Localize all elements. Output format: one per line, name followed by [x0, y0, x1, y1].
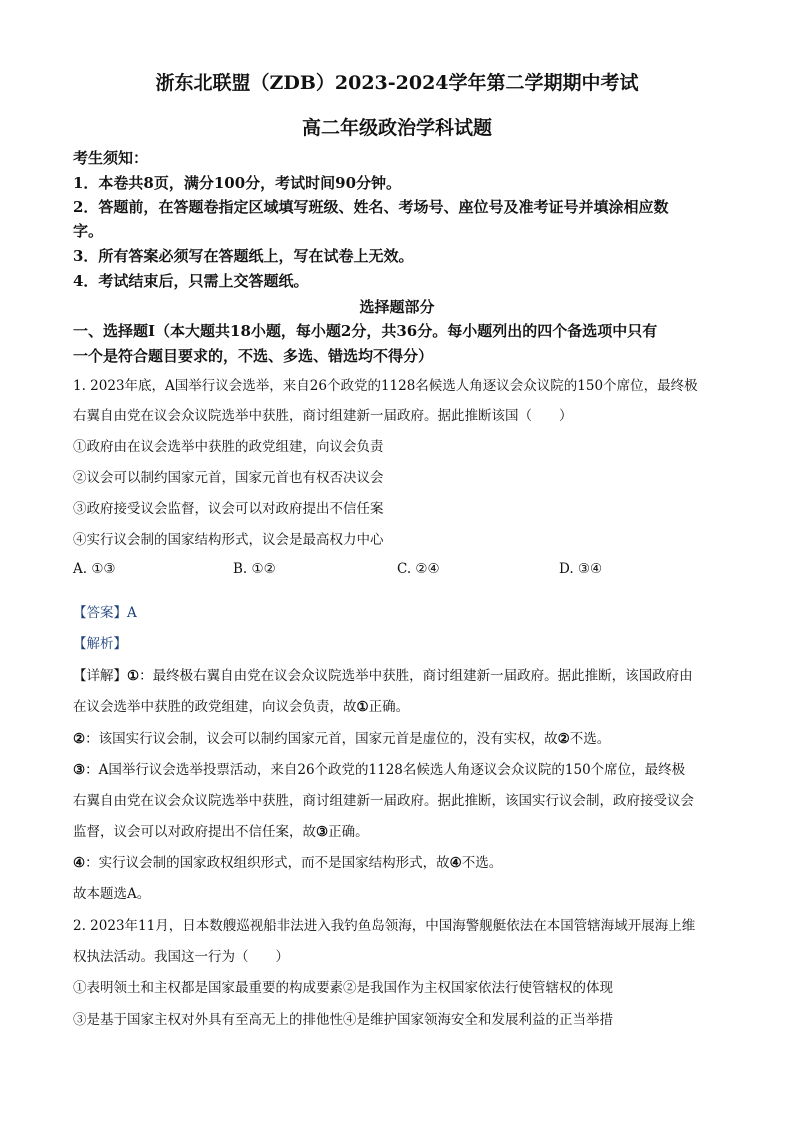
- analysis-text: 正确。: [368, 699, 410, 715]
- question-stem: 权执法活动。我国这一行为（ ）: [73, 949, 289, 965]
- analysis-text: 不选。: [569, 731, 611, 747]
- notice-item: 1．本卷共8页，满分100分，考试时间90分钟。: [73, 174, 402, 192]
- analysis-line: [73, 851, 502, 871]
- analysis-text: ：该国实行议会制，议会可以制约国家元首，国家元首是虚位的，没有实权，故: [85, 731, 558, 747]
- analysis-text: ：最终极右翼自由党在议会众议院选举中获胜，商讨组建新一届政府。据此推断，该国政府由: [139, 668, 693, 684]
- conclusion: 故本题选A。: [73, 886, 151, 902]
- analysis-text: ：A国举行议会选举投票活动，来自26个政党的1128名候选人角逐议会众议院的150个席位，最终极: [85, 762, 686, 778]
- analysis-line: [73, 664, 693, 684]
- question-stem: 2. 2023年11月，日本数艘巡视船非法进入我钓鱼岛领海，中国海警舰艇依法在本国管辖海域开展海上维: [73, 918, 696, 934]
- notice-item: 4．考试结束后，只需上交答题纸。: [73, 272, 309, 290]
- question-stem: 1. 2023年底，A国举行议会选举，来自26个政党的1128名候选人角逐议会众议院的150个席位，最终极: [73, 378, 698, 394]
- statement: ②议会可以制约国家元首，国家元首也有权否决议会: [73, 470, 384, 486]
- notice-item: 3．所有答案必须写在答题纸上，写在试卷上无效。: [73, 247, 414, 265]
- analysis-line: [73, 758, 685, 778]
- section-title: 选择题部分: [359, 298, 435, 316]
- part-instructions: 一个是符合题目要求的，不选、多选、错选均不得分）: [73, 347, 434, 365]
- analysis-line: [73, 695, 409, 715]
- exam-subtitle: 高二年级政治学科试题: [301, 117, 492, 139]
- analysis-line: 右翼自由党在议会众议院选举中获胜，商讨组建新一届政府。据此推断，该国实行议会制，政府接受议会: [73, 793, 694, 809]
- statement: ①表明领土和主权都是国家最重要的构成要素②是我国作为主权国家依法行使管辖权的体现: [73, 980, 613, 996]
- detail-tag: 【详解】: [73, 668, 127, 684]
- circled-numeral: ②: [557, 731, 570, 747]
- notice-item: 2．答题前，在答题卷指定区域填写班级、姓名、考场号、座位号及准考证号并填涂相应数: [73, 198, 669, 216]
- circled-numeral: ①: [127, 668, 140, 684]
- statement: ③政府接受议会监督，议会可以对政府提出不信任案: [73, 501, 384, 517]
- circled-numeral: ②: [73, 731, 86, 747]
- circled-numeral: ③: [316, 824, 329, 840]
- circled-numeral: ④: [73, 855, 86, 871]
- question-stem: 右翼自由党在议会众议院选举中获胜，商讨组建新一届政府。据此推断该国（ ）: [73, 408, 573, 424]
- analysis-text: 不选。: [461, 855, 503, 871]
- analysis-label: 【解析】: [73, 636, 127, 652]
- analysis-text: 正确。: [328, 824, 369, 840]
- circled-numeral: ③: [73, 762, 86, 778]
- answer-label: 【答案】A: [73, 605, 137, 621]
- analysis-text: 在议会选举中获胜的政党组建，向议会负责，故: [73, 699, 357, 715]
- part-instructions: 一、选择题Ⅰ（本大题共18小题，每小题2分，共36分。每小题列出的四个备选项中只有: [73, 322, 658, 340]
- circled-numeral: ①: [356, 699, 369, 715]
- notice-item: 字。: [73, 222, 104, 240]
- statement: ③是基于国家主权对外具有至高无上的排他性④是维护国家领海安全和发展利益的正当举措: [73, 1012, 613, 1028]
- statement: ①政府由在议会选举中获胜的政党组建，向议会负责: [73, 439, 384, 455]
- analysis-text: 监督，议会可以对政府提出不信任案，故: [73, 824, 316, 840]
- exam-title: 浙东北联盟（ZDB）2023-2024学年第二学期期中考试: [155, 72, 639, 94]
- option-d: D. ③④: [559, 561, 603, 577]
- option-a: A. ①③: [73, 561, 116, 577]
- notice-heading: 考生须知：: [73, 149, 149, 167]
- statement: ④实行议会制的国家结构形式，议会是最高权力中心: [73, 532, 384, 548]
- option-c: C. ②④: [397, 561, 440, 577]
- analysis-text: ：实行议会制的国家政权组织形式，而不是国家结构形式，故: [85, 855, 450, 871]
- circled-numeral: ④: [449, 855, 462, 871]
- analysis-line: [73, 820, 369, 840]
- analysis-line: [73, 727, 610, 747]
- option-b: B. ①②: [233, 561, 276, 577]
